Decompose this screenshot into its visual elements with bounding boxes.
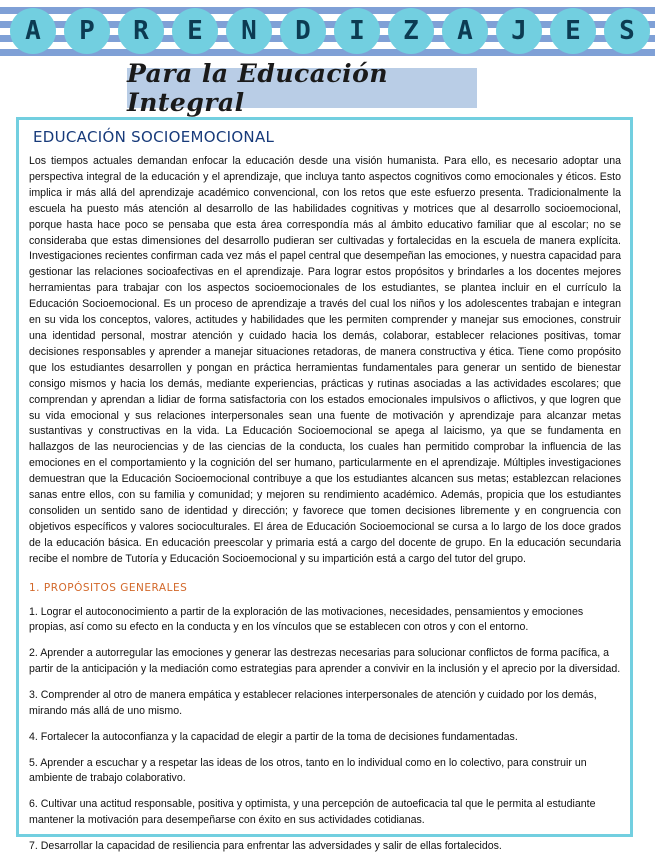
purposes-list [29, 605, 621, 855]
title-letter-circle: J [496, 8, 542, 54]
purpose-item: 5. Aprender a escuchar y a respetar las ideas de los otros, tanto en lo individual como en lo colectivo, para construir un ambiente de trabajo colaborativo. [29, 756, 587, 785]
title-letter-circle: E [550, 8, 596, 54]
purposes-heading: 1. PROPÓSITOS GENERALES [29, 581, 188, 594]
title-letter-circle: I [334, 8, 380, 54]
title-letter-circle: A [442, 8, 488, 54]
title-letter-circle: S [604, 8, 650, 54]
purpose-item: 7. Desarrollar la capacidad de resiliencia para enfrentar las adversidades y salir de ellas fortalecidos. [29, 840, 502, 853]
purpose-item: 4. Fortalecer la autoconfianza y la capacidad de elegir a partir de la toma de decisiones fundamentadas. [29, 730, 518, 743]
title-letters [0, 8, 655, 60]
purpose-item: 3. Comprender al otro de manera empática y establecer relaciones interpersonales de atención y cuidado por los demás, mirando más allá de uno mismo. [29, 688, 597, 717]
subtitle: Para la Educación Integral [127, 59, 389, 117]
title-letter-circle: Z [388, 8, 434, 54]
title-letter-circle: P [64, 8, 110, 54]
content-panel [16, 117, 633, 853]
section-title: EDUCACIÓN SOCIOEMOCIONAL [33, 128, 275, 146]
intro-paragraph: Los tiempos actuales demandan enfocar la educación desde una visión humanista. Para ello, es necesario adoptar una perspectiva integral de la educación y el aprendizaje, que incluya tanto aspectos cognitivos como emocionales y éticos. Esto implica ir más allá del aprendizaje académico convencional, con los retos que este esfuerzo presenta. Tradicionalmente la escuela ha puesto más atención al desarrollo de las habilidades cognitivas y motrices que al desarrollo socioemocional, porque hasta hace poco se pensaba que esta área correspondía más al ámbito educativo familiar que al escolar; no se consideraba que estas dimensiones del desarrollo pudieran ser cultivadas y fortalecidas en la escuela de manera explícita. Investigaciones recientes confirman cada vez más el papel central que desempeñan las emociones, y nuestra capacidad para gestionar las relaciones socioafectivas en el aprendizaje. Para lograr estos propósitos y brindarles a los docentes mejores herramientas para trabajar con los aspectos socioemocionales de los estudiantes, se plantea incluir en el currículo la Educación Socioemocional. Es un proceso de aprendizaje a través del cual los niños y los adolescentes trabajan e integran en su vida los conceptos, valores, actitudes y habilidades que les permiten comprender y manejar sus emociones, construir una identidad personal, mostrar atención y cuidado hacia los demás, colaborar, establecer relaciones positivas, tomar decisiones responsables y aprender a manejar situaciones retadoras, de manera constructiva y ética. Tiene como propósito que los estudiantes desarrollen y pongan en práctica herramientas fundamentales para generar un sentido de bienestar consigo mismos y hacia los demás, mediante experiencias, prácticas y rutinas asociadas a las actividades escolares; que comprendan y aprendan a lidiar de forma satisfactoria con los estados emocionales impulsivos o aflictivos, y que logren que su vida emocional y sus relaciones interpersonales sean una fuente de motivación y aprendizaje para alcanzar metas sustantivas y constructivas en la vida. La Educación Socioemocional se apega al laicismo, ya que se fundamenta en hallazgos de las neurociencias y de las ciencias de la conducta, los cuales han permitido comprobar la influencia de las emociones en el comportamiento y la cognición del ser humano, particularmente en el aprendizaje. Múltiples investigaciones demuestran que la Educación Socioemocional contribuye a que los estudiantes alcancen sus metas; establezcan relaciones sanas entre ellos, con su familia y comunidad; y mejoren su rendimiento académico. Además, propicia que los estudiantes consoliden un sentido sano de identidad y dirección; y favorece que tomen decisiones libremente y en congruencia con objetivos específicos y valores socioculturales. El área de Educación Socioemocional se cursa a lo largo de los doce grados de la educación básica. En educación preescolar y primaria está a cargo del docente de grupo. En la educación secundaria recibe el nombre de Tutoría y Educación Socioemocional y su impartición está a cargo del tutor del grupo. [29, 155, 621, 565]
title-letter-circle: A [10, 8, 56, 54]
purpose-item: 1. Lograr el autoconocimiento a partir de la exploración de las motivaciones, necesidades, pensamientos y emociones propias, así como su efecto en la conducta y en los vínculos que se establecen con otros y con el entorno. [29, 605, 584, 634]
purpose-item: 6. Cultivar una actitud responsable, positiva y optimista, y una percepción de autoeficacia tal que le permita al estudiante mantener la motivación para desempeñarse con éxito en sus actividades cotidianas. [29, 798, 596, 826]
title-letter-circle: E [172, 8, 218, 54]
title-letter-circle: R [118, 8, 164, 54]
title-letter-circle: N [226, 8, 272, 54]
purpose-item: 2. Aprender a autorregular las emociones y generar las destrezas necesarias para solucionar conflictos de forma pacífica, a partir de la anticipación y la mediación como estrategias para aprender a convivir en la inclusión y el aprecio por la diversidad. [29, 647, 621, 675]
subtitle-box [127, 59, 477, 117]
title-letter-circle: D [280, 8, 326, 54]
